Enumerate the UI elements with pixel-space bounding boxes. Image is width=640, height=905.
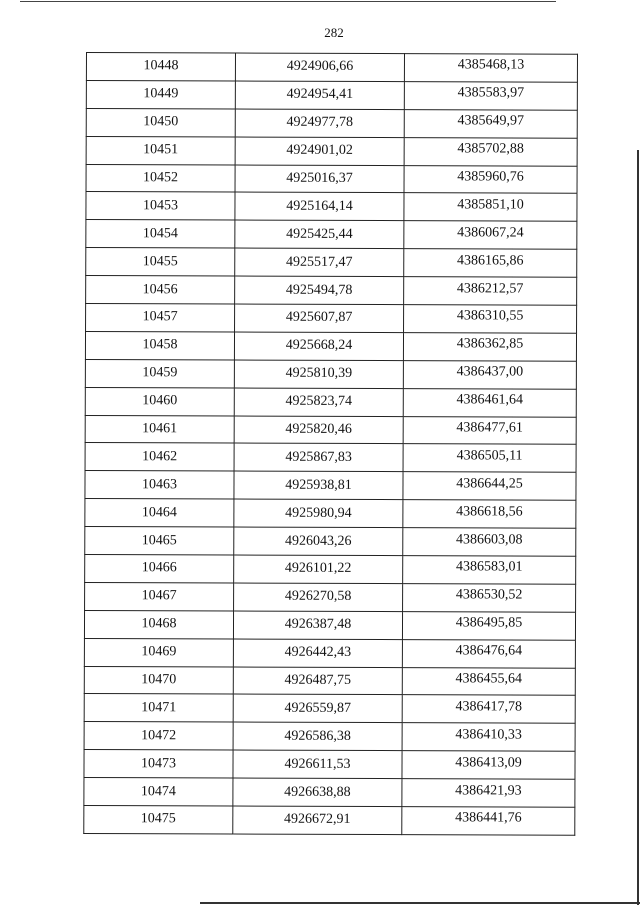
x-coordinate-cell — [233, 778, 402, 806]
point-number-cell — [85, 359, 234, 387]
point-number-text: 10468 — [141, 616, 177, 632]
x-coordinate-text: 4926559,87 — [284, 700, 351, 716]
y-coordinate-text: 4386476,64 — [455, 643, 523, 659]
point-number-cell — [84, 722, 233, 750]
y-coordinate-text: 4385468,13 — [457, 57, 525, 73]
x-coordinate-cell — [234, 443, 403, 471]
point-number-text: 10461 — [142, 421, 178, 437]
table-row — [86, 220, 577, 250]
point-number-text: 10473 — [140, 755, 177, 772]
point-number-text: 10452 — [143, 170, 179, 186]
table-row — [86, 80, 577, 110]
point-number-cell — [86, 192, 235, 220]
table-row — [85, 415, 576, 445]
x-coordinate-text: 4926487,75 — [284, 672, 352, 688]
y-coordinate-text: 4385583,97 — [457, 85, 525, 101]
point-number-cell — [85, 499, 234, 527]
x-coordinate-text: 4926586,38 — [284, 728, 351, 744]
point-number-cell — [84, 694, 233, 722]
x-coordinate-cell — [233, 695, 402, 723]
y-coordinate-text: 4385960,76 — [457, 169, 524, 185]
point-number-text: 10449 — [143, 86, 179, 102]
x-coordinate-text: 4925938,81 — [285, 477, 352, 493]
y-coordinate-text: 4386212,57 — [456, 280, 524, 297]
y-coordinate-cell — [404, 137, 577, 165]
y-coordinate-text: 4386413,09 — [455, 754, 522, 771]
table-row — [86, 304, 577, 334]
x-coordinate-cell — [235, 304, 404, 332]
x-coordinate-cell — [235, 165, 404, 193]
x-coordinate-text: 4925980,94 — [285, 505, 352, 521]
y-coordinate-cell — [404, 277, 577, 305]
y-coordinate-text: 4386495,85 — [455, 615, 523, 631]
y-coordinate-text: 4386165,86 — [456, 252, 524, 269]
point-number-text: 10456 — [142, 281, 178, 297]
point-number-text: 10454 — [142, 225, 178, 242]
point-number-cell — [85, 555, 234, 583]
point-number-text: 10450 — [143, 114, 179, 130]
y-coordinate-text: 4386603,08 — [456, 531, 523, 548]
x-coordinate-text: 4926387,48 — [284, 616, 352, 633]
point-number-text: 10458 — [142, 337, 178, 353]
x-coordinate-text: 4924906,66 — [286, 59, 354, 75]
table-row — [86, 136, 577, 166]
y-coordinate-cell — [404, 221, 577, 249]
point-number-text: 10467 — [141, 588, 177, 604]
y-coordinate-cell — [403, 388, 576, 416]
point-number-text: 10466 — [141, 560, 177, 576]
y-coordinate-cell — [402, 611, 575, 639]
x-coordinate-text: 4925425,44 — [286, 226, 353, 242]
x-coordinate-text: 4925016,37 — [286, 170, 353, 186]
x-coordinate-text: 4925820,46 — [285, 421, 352, 437]
x-coordinate-text: 4925164,14 — [286, 198, 353, 214]
point-number-cell — [84, 750, 233, 778]
y-coordinate-cell — [403, 528, 576, 556]
x-coordinate-text: 4926672,91 — [284, 812, 351, 828]
x-coordinate-text: 4925823,74 — [285, 393, 353, 410]
point-number-text: 10459 — [142, 365, 178, 381]
point-number-text: 10464 — [141, 504, 177, 521]
table-row — [86, 53, 577, 83]
coordinates-table-body — [84, 53, 578, 836]
table-row — [85, 331, 576, 361]
point-number-cell — [86, 304, 235, 332]
y-coordinate-text: 4386583,01 — [455, 559, 523, 575]
table-row — [84, 750, 575, 780]
x-coordinate-cell — [234, 360, 403, 388]
point-number-cell — [85, 387, 234, 415]
point-number-cell — [85, 415, 234, 443]
y-coordinate-text: 4386362,85 — [456, 336, 524, 352]
y-coordinate-cell — [403, 444, 576, 472]
coordinates-table — [83, 52, 578, 836]
y-coordinate-cell — [404, 193, 577, 221]
table-row — [84, 638, 575, 668]
x-coordinate-cell — [234, 583, 403, 611]
x-coordinate-cell — [235, 192, 404, 220]
y-coordinate-text: 4386310,55 — [456, 308, 524, 324]
point-number-cell — [85, 443, 234, 471]
y-coordinate-cell — [403, 333, 576, 361]
table-row — [84, 694, 575, 724]
y-coordinate-cell — [403, 500, 576, 528]
x-coordinate-cell — [235, 81, 404, 109]
x-coordinate-cell — [233, 806, 402, 834]
y-coordinate-cell — [402, 779, 575, 807]
x-coordinate-cell — [235, 276, 404, 304]
x-coordinate-text: 4925810,39 — [285, 365, 353, 382]
y-coordinate-cell — [402, 723, 575, 751]
x-coordinate-text: 4925517,47 — [285, 254, 353, 270]
x-coordinate-cell — [235, 53, 404, 81]
x-coordinate-text: 4924901,02 — [286, 142, 353, 159]
table-row — [86, 192, 577, 222]
point-number-cell — [86, 80, 235, 108]
y-coordinate-cell — [404, 109, 577, 137]
scan-edge-bottom — [200, 902, 640, 904]
point-number-text: 10470 — [141, 672, 177, 688]
point-number-cell — [84, 666, 233, 694]
y-coordinate-cell — [404, 305, 577, 333]
point-number-text: 10465 — [141, 532, 177, 548]
table-row — [84, 666, 575, 696]
table-row — [86, 248, 577, 278]
point-number-text: 10453 — [142, 198, 178, 214]
x-coordinate-cell — [234, 499, 403, 527]
x-coordinate-cell — [233, 639, 402, 667]
y-coordinate-cell — [404, 165, 577, 193]
point-number-cell — [86, 108, 235, 136]
point-number-cell — [84, 638, 233, 666]
point-number-cell — [86, 164, 235, 192]
y-coordinate-cell — [402, 807, 575, 835]
x-coordinate-text: 4924954,41 — [286, 87, 354, 103]
table-row — [86, 108, 577, 138]
y-coordinate-cell — [403, 584, 576, 612]
y-coordinate-text: 4385851,10 — [457, 197, 524, 213]
point-number-cell — [85, 331, 234, 359]
x-coordinate-text: 4926611,53 — [284, 756, 351, 772]
table-row — [86, 164, 577, 194]
table-row — [85, 555, 576, 585]
y-coordinate-text: 4386455,64 — [455, 671, 523, 687]
x-coordinate-cell — [234, 555, 403, 583]
table-row — [85, 582, 576, 612]
table-row — [85, 471, 576, 501]
y-coordinate-text: 4386505,11 — [456, 448, 523, 464]
y-coordinate-text: 4386461,64 — [456, 392, 524, 408]
point-number-text: 10462 — [142, 449, 178, 465]
x-coordinate-cell — [235, 248, 404, 276]
table-row — [84, 722, 575, 752]
point-number-text: 10455 — [142, 253, 178, 269]
y-coordinate-text: 4386618,56 — [456, 503, 523, 520]
x-coordinate-cell — [233, 611, 402, 639]
point-number-text: 10460 — [142, 393, 178, 409]
y-coordinate-cell — [404, 82, 577, 110]
y-coordinate-text: 4386410,33 — [455, 727, 522, 743]
point-number-cell — [86, 136, 235, 164]
point-number-text: 10469 — [141, 644, 177, 660]
y-coordinate-text: 4386417,78 — [455, 699, 522, 715]
point-number-cell — [85, 471, 234, 499]
x-coordinate-cell — [233, 722, 402, 750]
y-coordinate-cell — [402, 667, 575, 695]
point-number-text: 10463 — [141, 476, 178, 493]
point-number-cell — [84, 806, 233, 834]
y-coordinate-text: 4386477,61 — [456, 420, 523, 436]
y-coordinate-text: 4386421,93 — [455, 782, 522, 799]
x-coordinate-cell — [233, 750, 402, 778]
x-coordinate-text: 4924977,78 — [286, 114, 354, 131]
point-number-cell — [85, 527, 234, 555]
table-row — [85, 527, 576, 557]
x-coordinate-text: 4925867,83 — [285, 449, 352, 465]
scan-edge-top — [20, 1, 556, 2]
x-coordinate-cell — [234, 388, 403, 416]
x-coordinate-cell — [235, 137, 404, 165]
x-coordinate-text: 4925494,78 — [285, 282, 353, 298]
page-number: 282 — [324, 25, 344, 40]
y-coordinate-cell — [404, 54, 577, 82]
point-number-text: 10448 — [143, 58, 179, 74]
y-coordinate-text: 4385702,88 — [457, 141, 524, 157]
point-number-cell — [86, 220, 235, 248]
y-coordinate-text: 4385649,97 — [457, 113, 525, 129]
y-coordinate-text: 4386067,24 — [457, 225, 524, 241]
y-coordinate-cell — [402, 751, 575, 779]
scan-edge-right — [637, 150, 639, 905]
y-coordinate-text: 4386437,00 — [456, 364, 524, 380]
x-coordinate-cell — [234, 332, 403, 360]
y-coordinate-cell — [403, 360, 576, 388]
x-coordinate-cell — [235, 109, 404, 137]
point-number-cell — [84, 778, 233, 806]
point-number-cell — [86, 248, 235, 276]
point-number-cell — [86, 53, 235, 81]
point-number-cell — [84, 610, 233, 638]
x-coordinate-text: 4925607,87 — [285, 310, 353, 326]
point-number-text: 10471 — [141, 700, 177, 716]
x-coordinate-text: 4926638,88 — [284, 784, 351, 800]
y-coordinate-text: 4386644,25 — [456, 476, 523, 492]
y-coordinate-cell — [402, 695, 575, 723]
point-number-text: 10457 — [142, 309, 178, 325]
point-number-text: 10451 — [143, 142, 179, 158]
point-number-cell — [85, 582, 234, 610]
table-row — [84, 778, 575, 808]
table-row — [84, 806, 575, 836]
y-coordinate-text: 4386441,76 — [455, 810, 522, 827]
x-coordinate-text: 4926442,43 — [284, 644, 352, 661]
x-coordinate-cell — [234, 416, 403, 444]
x-coordinate-text: 4926270,58 — [284, 589, 352, 605]
x-coordinate-cell — [233, 667, 402, 695]
point-number-text: 10472 — [141, 728, 177, 744]
point-number-text: 10474 — [140, 783, 176, 799]
x-coordinate-cell — [234, 527, 403, 555]
point-number-cell — [86, 276, 235, 304]
table-row — [86, 276, 577, 306]
y-coordinate-cell — [403, 556, 576, 584]
y-coordinate-text: 4386530,52 — [455, 587, 523, 603]
y-coordinate-cell — [403, 416, 576, 444]
table-row — [85, 443, 576, 473]
x-coordinate-text: 4925668,24 — [285, 338, 353, 354]
table-row — [85, 499, 576, 529]
y-coordinate-cell — [402, 639, 575, 667]
table-row — [85, 387, 576, 417]
x-coordinate-text: 4926043,26 — [285, 533, 352, 549]
table-row — [84, 610, 575, 640]
y-coordinate-cell — [404, 249, 577, 277]
point-number-text: 10475 — [140, 811, 176, 827]
x-coordinate-text: 4926101,22 — [284, 561, 352, 577]
x-coordinate-cell — [235, 220, 404, 248]
x-coordinate-cell — [234, 471, 403, 499]
table-row — [85, 359, 576, 389]
y-coordinate-cell — [403, 472, 576, 500]
